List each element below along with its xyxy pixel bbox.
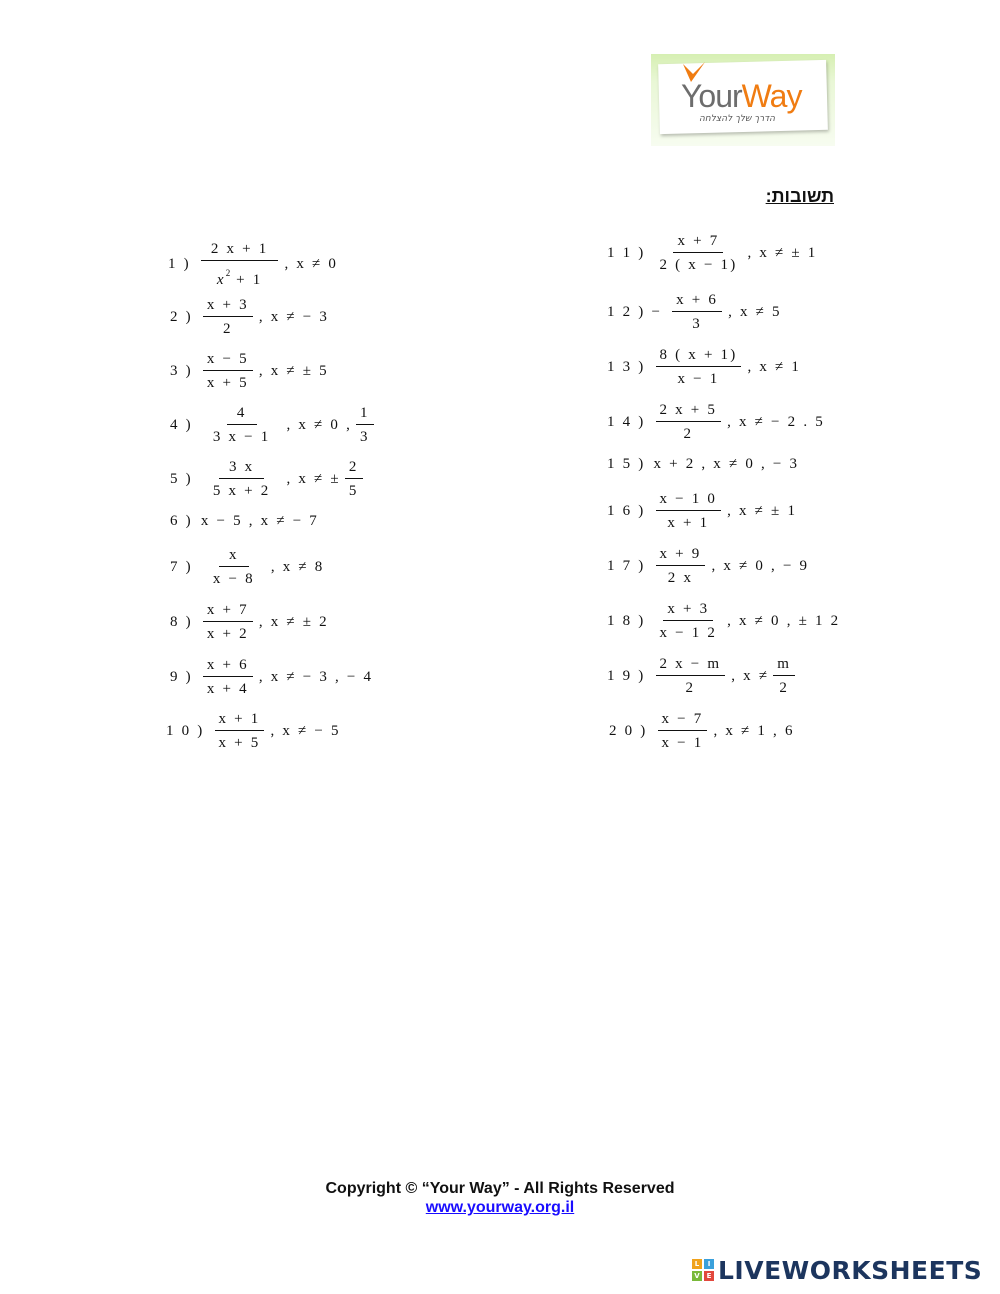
copyright-notice: Copyright © “Your Way” - All Rights Reserved <box>325 1180 675 1197</box>
answer-2: 2 ) $\frac{x + 3}{2}$ , x ≠ − 3 <box>170 297 330 337</box>
yourway-logo <box>651 54 835 146</box>
answer-4: 4 ) $\frac{4}{3 x - 1}$ , x ≠ 0 , $\frac{1}{3}$ <box>170 404 378 446</box>
answer-16: 1 6 ) $\frac{x - 1 0}{x + 1}$ , x ≠ ± 1 <box>607 491 798 531</box>
answer-10: 1 0 ) $\frac{x + 1}{x + 5}$ , x ≠ − 5 <box>166 711 341 751</box>
answer-1-denominator: $x^2 + 1$ <box>216 268 263 288</box>
answer-6: 6 ) x − 5 , x ≠ − 7 <box>170 513 320 529</box>
answer-1: 1 ) $\frac{2 x + 1}{x^2 + 1}$ , x ≠ 0 <box>168 241 339 288</box>
answer-5: 5 ) $\frac{3 x}{5 x + 2}$ , x ≠ ± $\frac{2}{5}$ <box>170 458 367 500</box>
answer-13: 1 3 ) $\frac{8 ( x + 1)}{x - 1}$ , x ≠ 1 <box>607 347 802 387</box>
answer-17: 1 7 ) $\frac{x + 9}{2 x}$ , x ≠ 0 , − 9 <box>607 546 810 586</box>
answer-3: 3 ) $\frac{x - 5}{x + 5}$ , x ≠ ± 5 <box>170 351 329 391</box>
logo-wordmark: YourWay <box>681 78 802 114</box>
answers-heading: תשובות: <box>765 186 834 206</box>
answer-19: 1 9 ) $\frac{2 x - m}{2}$ , x ≠ $\frac{m}{2}$ <box>607 655 799 697</box>
answer-8: 8 ) $\frac{x + 7}{x + 2}$ , x ≠ ± 2 <box>170 602 329 642</box>
liveworksheets-logo <box>692 1257 982 1283</box>
answer-18: 1 8 ) $\frac{x + 3}{x - 1 2}$ , x ≠ 0 , ± 1 2 <box>607 601 841 641</box>
answer-20: 2 0 ) $\frac{x - 7}{x - 1}$ , x ≠ 1 , 6 <box>609 711 795 751</box>
yourway-website-link[interactable]: www.yourway.org.il <box>425 1199 575 1216</box>
liveworksheets-wordmark: LIVEWORKSHEETS <box>718 1255 983 1285</box>
answer-12: 1 2 ) − $\frac{x + 6}{3}$ , x ≠ 5 <box>607 292 782 332</box>
answer-14: 1 4 ) $\frac{2 x + 5}{2}$ , x ≠ − 2 . 5 <box>607 402 825 442</box>
liveworksheets-badge-icon: L I V E <box>692 1259 714 1281</box>
answer-11: 1 1 ) $\frac{x + 7}{2 ( x - 1)}$ , x ≠ ± 1 <box>607 233 818 273</box>
answer-9: 9 ) $\frac{x + 6}{x + 4}$ , x ≠ − 3 , − 4 <box>170 657 374 697</box>
answer-7: 7 ) $\frac{x}{x - 8}$ , x ≠ 8 <box>170 547 325 587</box>
answer-15: 1 5 ) x + 2 , x ≠ 0 , − 3 <box>607 456 800 472</box>
logo-tagline: הדרך שלך להצלחה <box>699 114 775 124</box>
